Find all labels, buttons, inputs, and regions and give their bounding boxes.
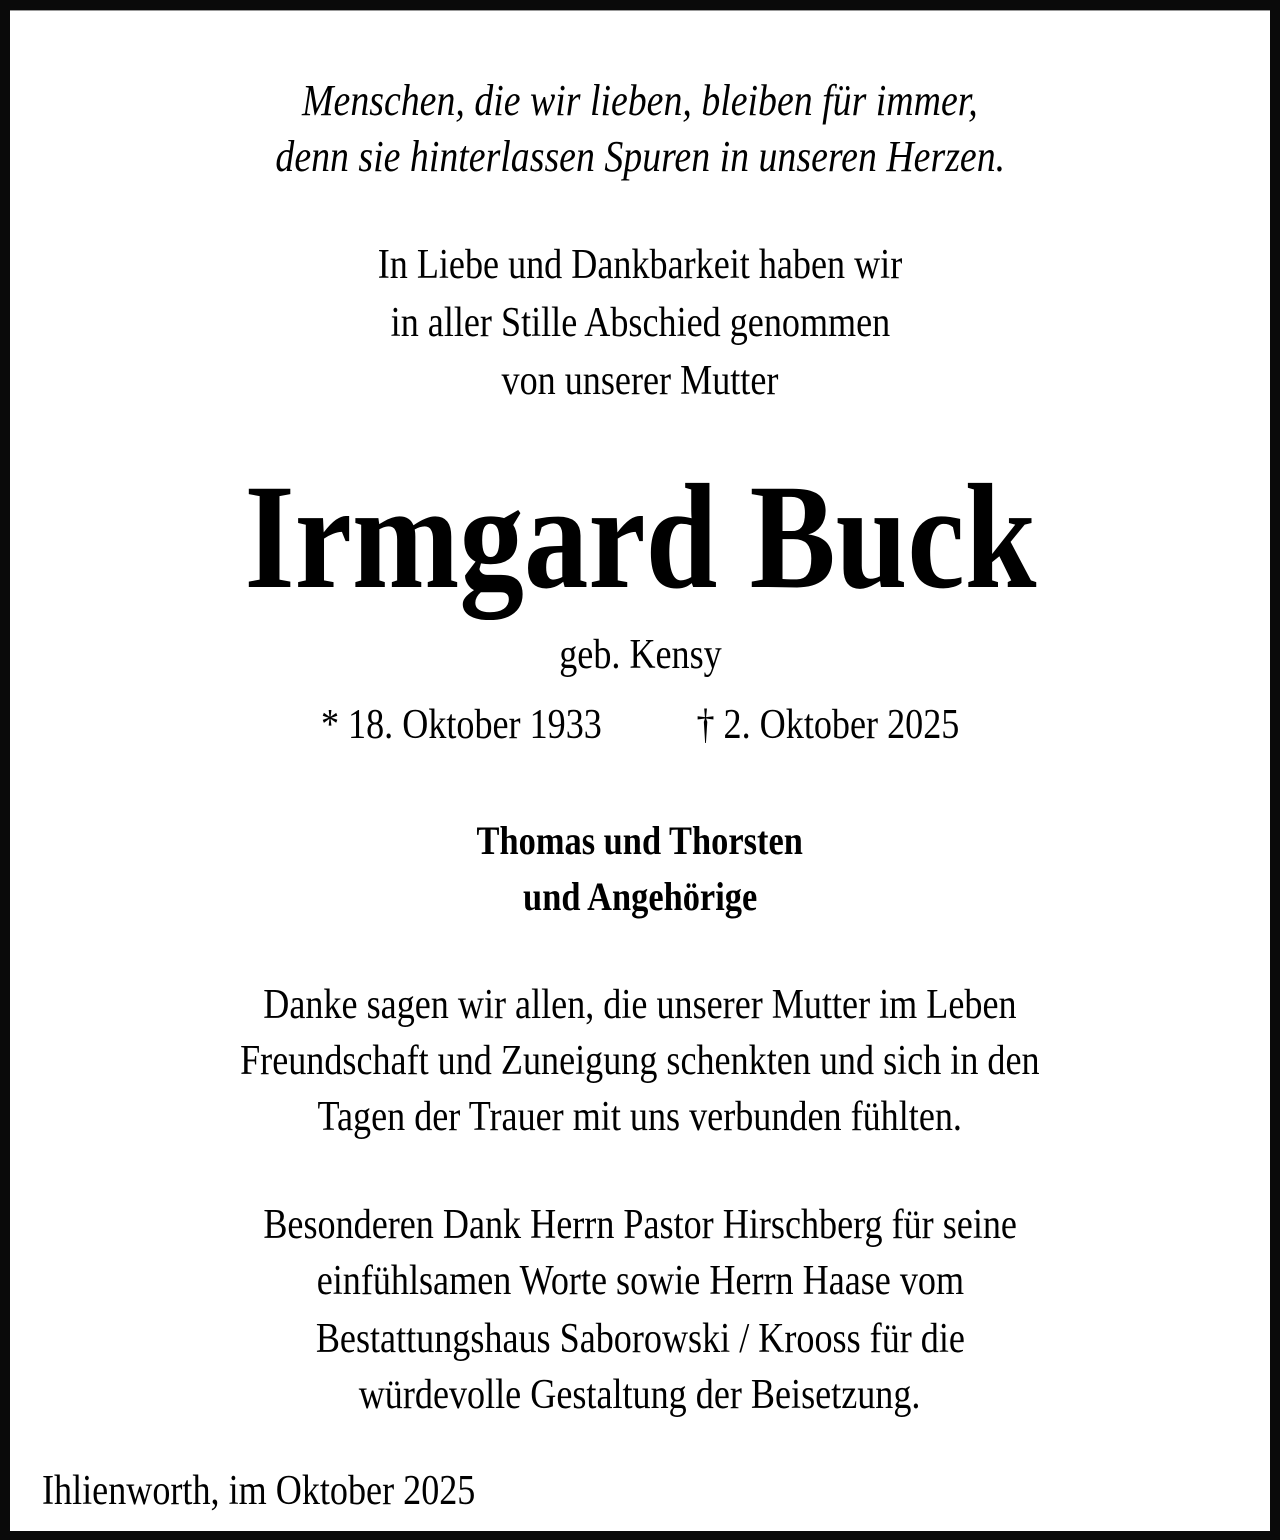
special-thanks-line-4: würdevolle Gestaltung der Beisetzung. bbox=[359, 1372, 921, 1418]
family-line-1: Thomas und Thorsten bbox=[476, 818, 804, 863]
deceased-name: Irmgard Buck bbox=[244, 454, 1036, 620]
place-and-date: Ihlienworth, im Oktober 2025 bbox=[42, 1468, 476, 1514]
thanks-line-2: Freundschaft und Zuneigung schenkten und sich in den bbox=[240, 1038, 1040, 1084]
obituary-notice bbox=[10, 10, 1270, 1531]
thanks-line-1: Danke sagen wir allen, die unserer Mutter im Leben bbox=[263, 982, 1017, 1028]
family-line-2: und Angehörige bbox=[522, 874, 758, 919]
intro-line-1: In Liebe und Dankbarkeit haben wir bbox=[377, 242, 903, 288]
special-thanks-line-3: Bestattungshaus Saborowski / Krooss für die bbox=[315, 1316, 965, 1362]
thanks-line-3: Tagen der Trauer mit uns verbunden fühlten. bbox=[317, 1094, 963, 1140]
intro-line-2: in aller Stille Abschied genommen bbox=[390, 300, 890, 346]
intro-line-3: von unserer Mutter bbox=[501, 358, 779, 404]
special-thanks-line-1: Besonderen Dank Herrn Pastor Hirschberg für seine bbox=[263, 1202, 1017, 1248]
death-date: † 2. Oktober 2025 bbox=[696, 702, 960, 748]
life-dates bbox=[10, 701, 1270, 749]
special-thanks-line-2: einfühlsamen Worte sowie Herrn Haase vom bbox=[316, 1258, 964, 1304]
birth-date: * 18. Oktober 1933 bbox=[320, 702, 602, 748]
quote-line-2: denn sie hinterlassen Spuren in unseren Herzen. bbox=[275, 132, 1005, 181]
maiden-name: geb. Kensy bbox=[558, 632, 722, 678]
quote-line-1: Menschen, die wir lieben, bleiben für immer, bbox=[302, 76, 978, 125]
